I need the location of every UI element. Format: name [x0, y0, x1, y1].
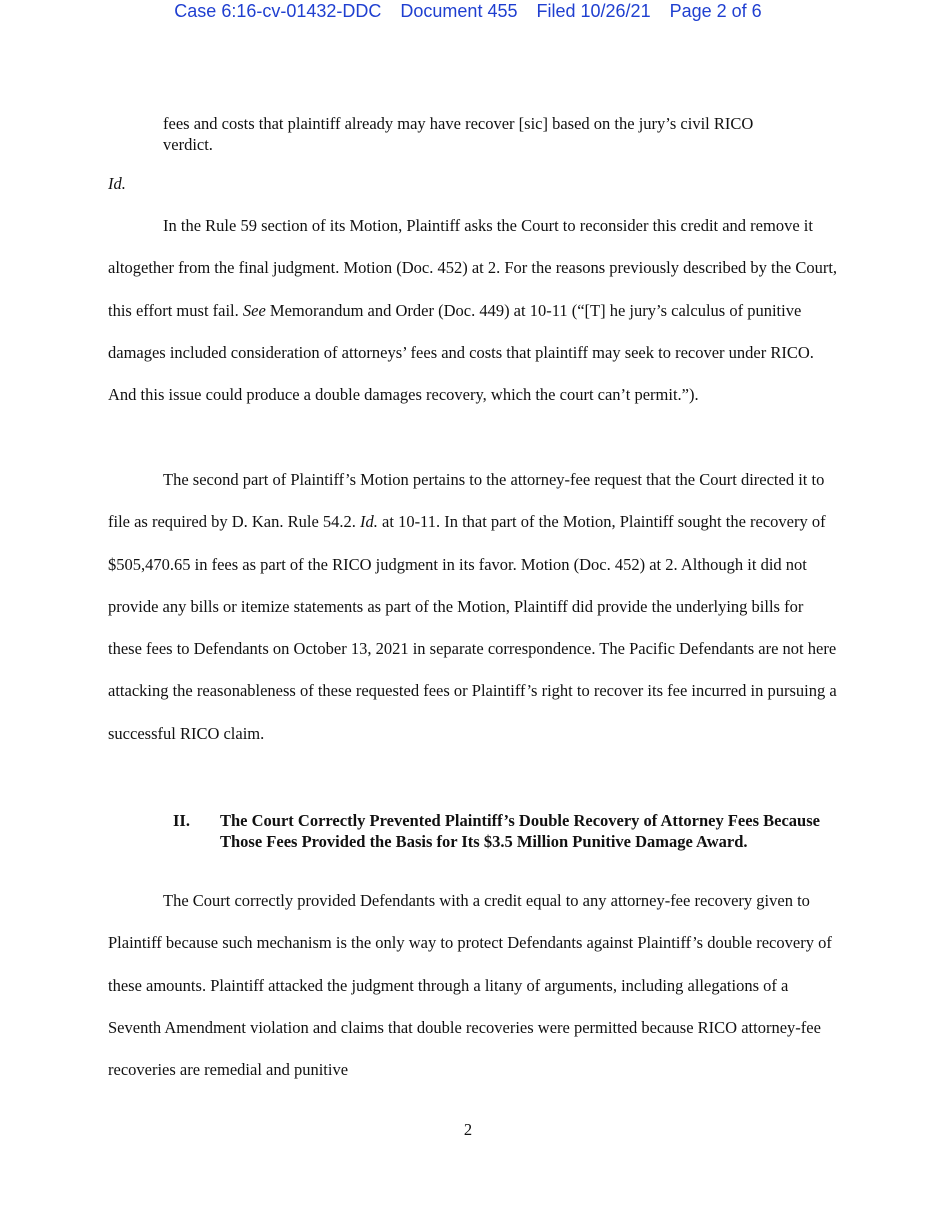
page-indicator: Page 2 of 6 [669, 1, 762, 21]
block-quote: fees and costs that plaintiff already may have recover [sic] based on the jury’s civil RICO verdict. [163, 114, 754, 154]
paragraph-rule-59 [108, 205, 838, 416]
para2-id-cite: Id. [360, 512, 378, 532]
para2-text-b: at 10-11. In that part of the Motion, Plaintiff sought the recovery of $505,470.65 in fees as part of the RICO judgment in its favor. Motion (Doc. 452) at 2. Although it did not provide any bills or itemize statements as part of the Motion, Plaintiff did provide the underlying bills for these fees to Defendants on October 13, 2021 in separate correspondence. The Pacific Defendants are not here attacking the reasonableness of these requested fees or Plaintiff’s right to recover its fee incurred in pursuing a successful RICO claim. [108, 512, 837, 743]
page-number: 2 [463, 1120, 473, 1139]
para2-text-a: The second part of Plaintiff’s Motion pertains to the attorney-fee request that the Court directed it to file as required by D. Kan. Rule 54.2. [108, 470, 825, 532]
case-number: Case 6:16-cv-01432-DDC [174, 1, 382, 21]
para1-see-signal: See [242, 300, 266, 320]
paragraph-credit [108, 880, 838, 1091]
paragraph-attorney-fee-request [108, 459, 838, 755]
para3-text: The Court correctly provided Defendants with a credit equal to any attorney-fee recovery given to Plaintiff because such mechanism is the only way to protect Defendants against Plaintiff’s double recovery of these amounts. Plaintiff attacked the judgment through a litany of arguments, including allegations of a Seventh Amendment violation and claims that double recoveries were permitted because RICO attorney-fee recoveries are remedial and punitive [108, 891, 832, 1080]
para1-text-b: Memorandum and Order (Doc. 449) at 10-11 (“[T] he jury’s calculus of punitive damages included consideration of attorneys’ fees and costs that plaintiff may seek to recover under RICO. And this issue could produce a double damages recovery, which the court can’t permit.”). [108, 300, 814, 405]
section-number: II. [173, 811, 190, 830]
filed-date: Filed 10/26/21 [536, 1, 651, 21]
section-title: The Court Correctly Prevented Plaintiff’s Double Recovery of Attorney Fees Because Those Fees Provided the Basis for Its $3.5 Million Punitive Damage Award. [220, 811, 820, 851]
id-citation: Id. [108, 174, 126, 193]
ecf-header [0, 0, 936, 26]
document-number: Document 455 [400, 1, 518, 21]
para1-text-a: In the Rule 59 section of its Motion, Plaintiff asks the Court to reconsider this credit and remove it altogether from the final judgment. Motion (Doc. 452) at 2. For the reasons previously described by the Court, this effort must fail. [108, 216, 838, 320]
